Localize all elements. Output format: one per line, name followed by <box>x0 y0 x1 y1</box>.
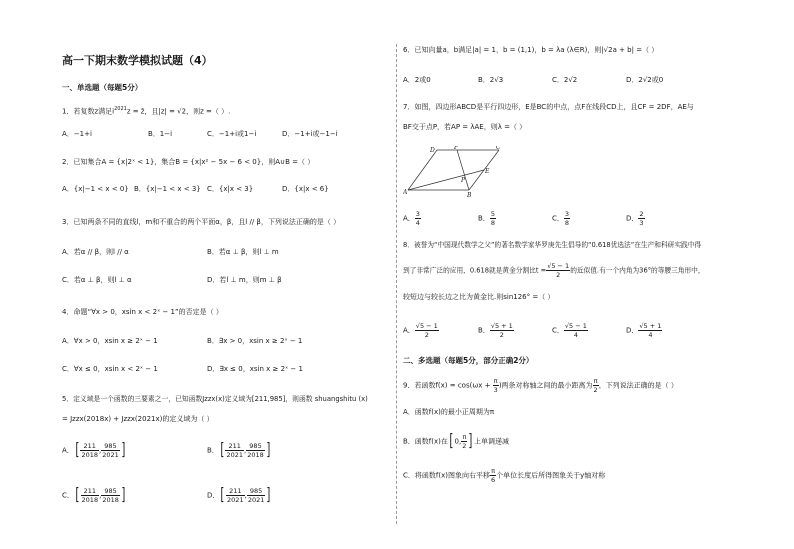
question-2-option-d[interactable]: D．{x|x < 6} <box>282 185 329 193</box>
question-2-option-b[interactable]: B．{x|−1 < x < 3} <box>134 185 201 193</box>
question-8-stem-line-2: 到了非常广泛的应用，0.618就是黄金分割比t = $\frac{√5 - 1}{2}$ 的近似值.有一个内角为36°的等腰三角形中， <box>403 262 705 279</box>
figure-label-e: E <box>485 168 490 175</box>
figure-label-p: P <box>461 177 466 184</box>
question-1-option-b[interactable]: B．1−i <box>148 130 173 138</box>
question-8-option-c[interactable]: C． $\frac{√5 - 1}{4}$ <box>552 322 587 339</box>
figure-label-c: C <box>496 146 501 151</box>
question-6-option-a[interactable]: A．2或0 <box>403 76 431 84</box>
question-9-option-b[interactable]: B．函数f(x)在[0, $\frac{\pi}{2}$ ]上单调递减 <box>403 431 509 451</box>
question-9-option-a[interactable]: A．函数f(x)的最小正周期为π <box>403 408 495 416</box>
question-7-option-a[interactable]: A． $\frac{3}{4}$ <box>403 210 420 227</box>
question-6-option-c[interactable]: C．2√2 <box>552 76 578 84</box>
figure-label-f: F <box>454 146 459 151</box>
question-8-option-a[interactable]: A． $\frac{√5 - 1}{2}$ <box>403 322 438 339</box>
segment-bf <box>457 150 469 190</box>
question-2-stem: 2．已知集合A = {x|2ˣ < 1}，集合B = {x|x² − 5x − 6 < 0}，则A∪B =（ ） <box>62 158 315 166</box>
question-3-option-a[interactable]: A．若α // β，则l // α <box>62 248 129 256</box>
question-5-option-c[interactable]: C．[ $\frac{211}{2018}$ , $\frac{985}{2018}$ ] <box>62 485 126 505</box>
question-5-stem-line-2: = Jzzx(2018x) + Jzzx(2021x)的定义域为（ ） <box>62 415 214 423</box>
question-5-option-a[interactable]: A．[ $\frac{211}{2018}$ , $\frac{985}{2021}$ ] <box>62 440 126 460</box>
question-1-option-d[interactable]: D．−1+i或−1−i <box>282 130 338 138</box>
question-7-option-d[interactable]: D． $\frac{2}{3}$ <box>626 210 644 227</box>
edge-da <box>408 150 437 190</box>
question-3-stem: 3．已知两条不同的直线l，m和不重合的两个平面α，β，且l // β，下列说法正确的是（ ） <box>62 218 341 226</box>
question-3-option-c[interactable]: C．若α ⊥ β，则l ⊥ α <box>62 276 132 284</box>
segment-ae <box>408 170 484 190</box>
question-5-option-b[interactable]: B．[ $\frac{211}{2021}$ , $\frac{985}{2018}$ ] <box>207 440 271 460</box>
question-6-stem: 6．已知向量a，b满足|a| = 1，b = (1,1)，b = λa (λ∈R)，则|√2a + b| =（ ） <box>403 46 659 54</box>
question-9-stem: 9．若函数f(x) = cos(ωx + $\frac{\pi}{3}$ )两条对称轴之间的最小距离为 $\frac{\pi}{2}$ ，下列说法正确的是（ ） <box>403 377 678 394</box>
column-divider <box>396 44 397 524</box>
question-3-option-b[interactable]: B．若α ⊥ β，则l ⊥ m <box>207 248 279 256</box>
question-6-option-b[interactable]: B．2√3 <box>478 76 504 84</box>
page-title: 高一下期末数学模拟试题（4） <box>62 54 213 67</box>
question-8-stem-line-3: 较短边与较长边之比为黄金比.则sin126° =（ ） <box>403 293 555 301</box>
question-7-option-b[interactable]: B． $\frac{5}{8}$ <box>478 210 495 227</box>
question-7-stem-line-1: 7．如图，四边形ABCD是平行四边形，E是BC的中点，点F在线段CD上，且CF = 2DF，AE与 <box>403 103 694 111</box>
question-1-option-c[interactable]: C．−1+i或1−i <box>207 130 257 138</box>
question-1-option-a[interactable]: A．−1+i <box>62 130 92 138</box>
section-single-choice: 一、单选题（每题5分） <box>62 83 143 92</box>
question-8-option-b[interactable]: B． $\frac{√5 + 1}{2}$ <box>478 322 513 339</box>
question-1-stem: 1．若复数z满足$i^{2021}z$ = z̄，且|z| = √2，则z =（ ）. <box>62 106 231 116</box>
question-4-option-d[interactable]: D．∃x ≤ 0，xsin x ≥ 2ˣ − 1 <box>207 365 303 373</box>
figure-label-d: D <box>430 147 435 154</box>
question-7-stem-line-2: BF交于点P，若AP = λAE，则λ =（ ） <box>403 123 527 131</box>
question-5-stem-line-1: 5．定义域是一个函数的三要素之一，已知函数Jzzx(x)定义域为[211,985]，则函数 shuangshitu (x) <box>62 395 368 403</box>
question-4-option-b[interactable]: B．∃x > 0，xsin x ≥ 2ˣ − 1 <box>207 337 303 345</box>
question-4-option-c[interactable]: C．∀x ≤ 0，xsin x < 2ˣ − 1 <box>62 365 158 373</box>
figure-label-a: A <box>403 189 408 196</box>
question-2-option-a[interactable]: A．{x|−1 < x < 0} <box>62 185 129 193</box>
question-8-option-d[interactable]: D． $\frac{√5 + 1}{4}$ <box>626 322 662 339</box>
section-multiple-choice: 二、多选题（每题5分，部分正确2分） <box>403 356 534 365</box>
question-7-option-c[interactable]: C． $\frac{3}{8}$ <box>552 210 570 227</box>
question-5-option-d[interactable]: D．[ $\frac{211}{2021}$ , $\frac{985}{2021}$ ] <box>207 485 271 505</box>
question-3-option-d[interactable]: D．若l ⊥ m，则m ⊥ β <box>207 276 282 284</box>
figure-label-b: B <box>467 192 472 198</box>
question-6-option-d[interactable]: D．2√2或0 <box>626 76 664 84</box>
question-4-option-a[interactable]: A．∀x > 0，xsin x ≥ 2ˣ − 1 <box>62 337 158 345</box>
question-8-stem-line-1: 8．被誉为“中国现代数学之父”的著名数学家华罗庚先生倡导的“0.618优选法”在生产和科研实践中得 <box>403 241 702 249</box>
question-4-stem: 4．命题“∀x > 0，xsin x < 2ˣ − 1”的否定是（ ） <box>62 308 223 316</box>
parallelogram-figure <box>403 146 503 198</box>
question-9-option-c[interactable]: C．将函数f(x)图象向右平移 $\frac{\pi}{6}$ 个单位长度后所得图象关于y轴对称 <box>403 467 606 484</box>
question-2-option-c[interactable]: C．{x|x < 3} <box>207 185 254 193</box>
